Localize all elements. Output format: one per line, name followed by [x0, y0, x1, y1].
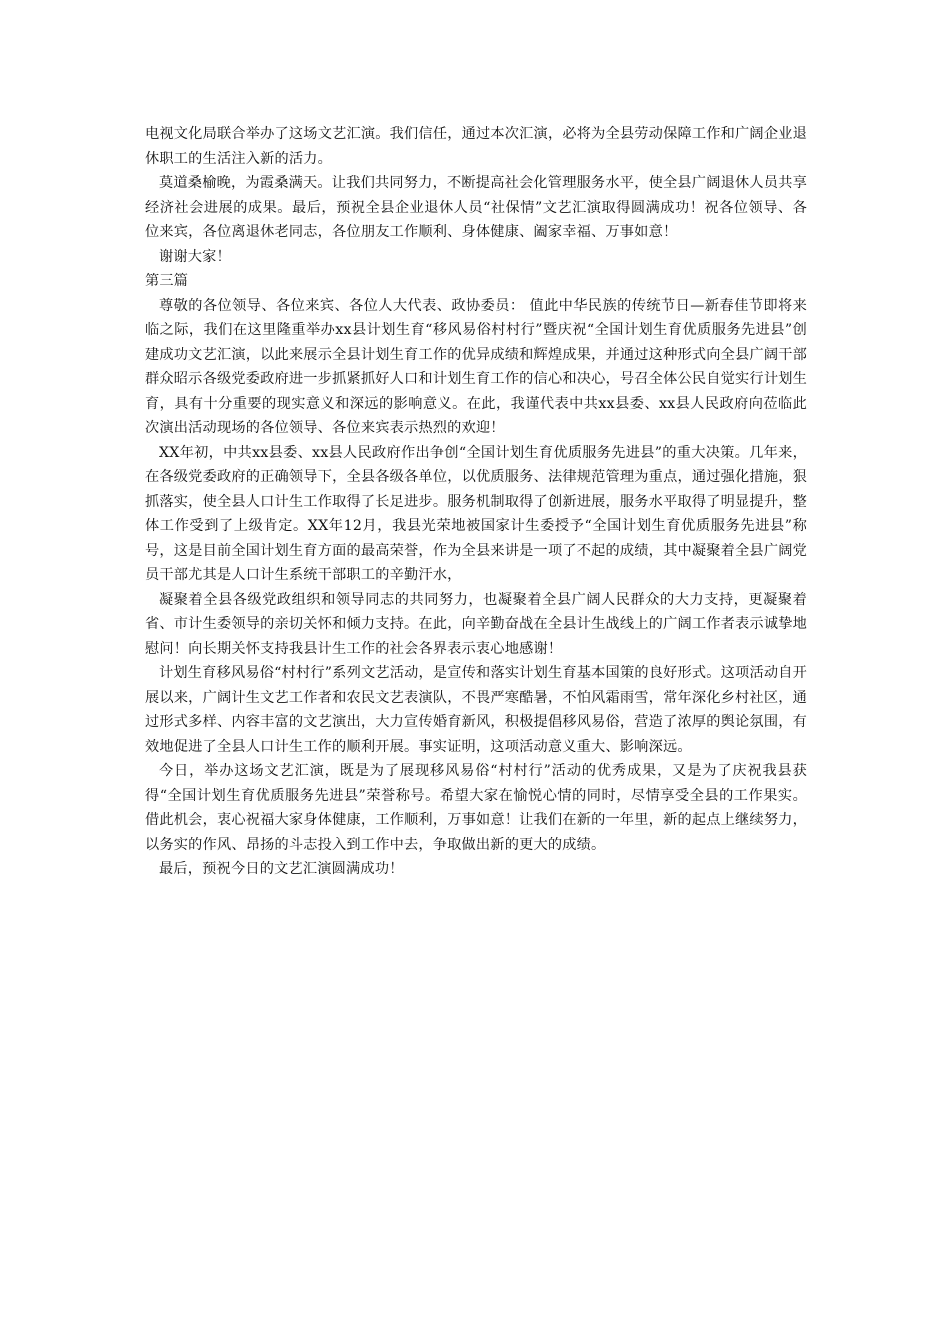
paragraph-today: 今日，举办这场文艺汇演，既是为了展现移风易俗“村村行”活动的优秀成果，又是为了庆祝我县获得“全国计划生育优质服务先进县”荣誉称号。希望大家在愉悦心情的同时，尽情享受全县的工作果实。借此机会，衷心祝福大家身体健康，工作顺利，万事如意！让我们在新的一年里，新的起点上继续努力，以务实的作风、昂扬的斗志投入到工作中去，争取做出新的更大的成绩。: [145, 763, 807, 853]
paragraph-achievement: XX年初，中共xx县委、xx县人民政府作出争创“全国计划生育优质服务先进县”的重大决策。几年来，在各级党委政府的正确领导下，全县各级各单位，以优质服务、法律规范管理为重点，通过强化措施，狠抓落实，使全县人口计生工作取得了长足进步。服务机制取得了创新进展，服务水平取得了明显提升，整体工作受到了上级肯定。XX年12月，我县光荣地被国家计生委授予“全国计划生育优质服务先进县”称号，这是目前全国计划生育方面的最高荣誉，作为全县来讲是一项了不起的成绩，其中凝聚着全县广阔党员干部尤其是人口计生系统干部职工的辛勤汗水，: [145, 444, 807, 583]
paragraph-salutation-opening: 尊敬的各位领导、各位来宾、各位人大代表、政协委员： 值此中华民族的传统节日—新春佳节即将来临之际，我们在这里隆重举办xx县计划生育“移风易俗村村行”暨庆祝“全国计划生育优质服务先进县”创建成功文艺汇演，以此来展示全县计划生育工作的优异成绩和辉煌成果，并通过这种形式向全县广阔干部群众昭示各级党委政府进一步抓紧抓好人口和计划生育工作的信心和决心，号召全体公民自觉实行计划生育，具有十分重要的现实意义和深远的影响意义。在此，我谨代表中共xx县委、xx县人民政府向莅临此次演出活动现场的各位领导、各位来宾表示热烈的欢迎！: [145, 297, 807, 436]
document-page: [145, 122, 807, 882]
paragraph-thanks: 谢谢大家！: [159, 248, 231, 265]
paragraph-closing-wishes: 莫道桑榆晚，为霞桑满天。让我们共同努力，不断提高社会化管理服务水平，使全县广阔退休人员共享经济社会进展的成果。最后，预祝全县企业退休人员“社保情”文艺汇演取得圆满成功！祝各位领导、各位来宾，各位离退休老同志，各位朋友工作顺利、身体健康、阖家幸福、万事如意！: [145, 175, 807, 240]
paragraph-continuation: 电视文化局联合举办了这场文艺汇演。我们信任，通过本次汇演，必将为全县劳动保障工作和广阔企业退休职工的生活注入新的活力。: [145, 126, 807, 167]
paragraph-gratitude: 凝聚着全县各级党政组织和领导同志的共同努力，也凝聚着全县广阔人民群众的大力支持，更凝聚着省、市计生委领导的亲切关怀和倾力支持。在此，向辛勤奋战在全县计生战线上的广阔工作者表示诚挚地慰问！向长期关怀支持我县计生工作的社会各界表示衷心地感谢！: [145, 591, 807, 657]
paragraph-activity: 计划生育移风易俗“村村行”系列文艺活动，是宣传和落实计划生育基本国策的良好形式。这项活动自开展以来，广阔计生文艺工作者和农民文艺表演队，不畏严寒酷暑，不怕风霜雨雪，常年深化乡村社区，通过形式多样、内容丰富的文艺演出，大力宣传婚育新风，积极提倡移风易俗，营造了浓厚的舆论氛围，有效地促进了全县人口计生工作的顺利开展。事实证明，这项活动意义重大、影响深远。: [145, 665, 807, 755]
paragraph-final-wish: 最后，预祝今日的文艺汇演圆满成功！: [159, 861, 404, 877]
section-title: 第三篇: [145, 273, 189, 289]
